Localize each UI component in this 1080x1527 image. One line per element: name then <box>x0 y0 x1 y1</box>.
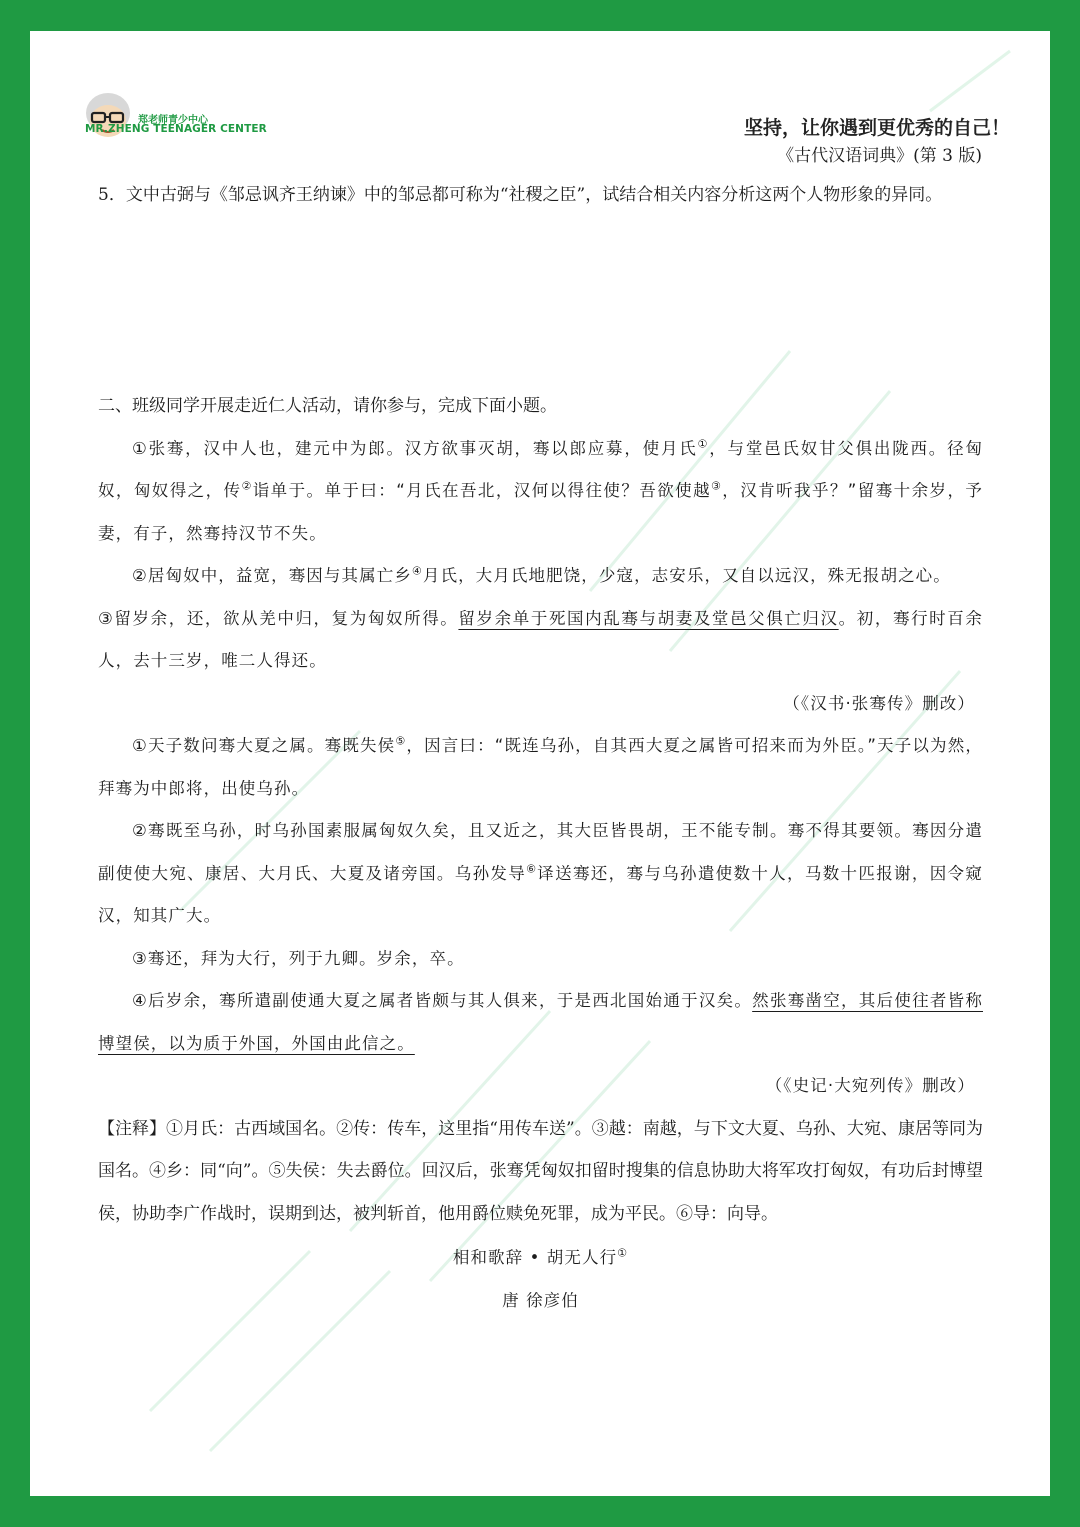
text-span: ④后岁余，骞所遣副使通大夏之属者皆颇与其人俱来，于是西北国始通于汉矣。 <box>132 991 753 1010</box>
text-span: 月氏，大月氏地肥饶，少寇，志安乐，又自以远汉，殊无报胡之心。 <box>422 566 951 585</box>
logo-name-en: MR.ZHENG TEENAGER CENTER <box>85 123 267 135</box>
text-span: ，与堂邑氏奴甘父俱出陇西。径匈奴，匈奴得之，传 <box>98 438 983 500</box>
footnote-marker: ⑤ <box>395 734 407 748</box>
text-span: ①张骞，汉中人也，建元中为郎。汉方欲事灭胡，骞以郎应募，使月氏 <box>132 438 698 458</box>
text-span: 译送骞还，骞与乌孙遣使数十人，马数十匹报谢，因令窥汉，知其广大。 <box>98 863 983 925</box>
passage-han-shu <box>98 428 983 726</box>
poem-author: 唐 徐彦伯 <box>502 1290 579 1310</box>
text-span: ，因言曰：“既连乌孙，自其西大夏之属皆可招来而为外臣。”天子以为然，拜骞为中郎将，出使乌孙。 <box>98 736 983 798</box>
footnote-marker: ④ <box>411 564 423 578</box>
paragraph <box>98 980 983 1065</box>
poem-title-text: 相和歌辞 • 胡无人行 <box>452 1248 618 1267</box>
underlined-sentence: 然张骞凿空，其后使往者皆称博望侯，以为质于外国，外国由此信之。 <box>98 991 983 1053</box>
paragraph <box>98 810 983 938</box>
footnote-marker: ③ <box>711 479 723 493</box>
text-span: ②居匈奴中，益宽，骞因与其属亡乡 <box>132 566 412 585</box>
text-span: ①天子数问骞大夏之属。骞既失侯 <box>132 736 396 755</box>
paragraph <box>98 725 983 810</box>
source-citation: （《汉书·张骞传》删改） <box>783 693 975 713</box>
paragraph: ③骞还，拜为大行，列于九卿。岁余，卒。 <box>132 948 465 968</box>
text-span: ，汉肯听我乎？”留骞十余岁，予妻，有子，然骞持汉节不失。 <box>98 481 983 543</box>
paragraph <box>98 428 983 556</box>
text-span: ③留岁余，还，欲从羌中归，复为匈奴所得。 <box>98 608 459 628</box>
footnote-marker: ① <box>617 1246 629 1260</box>
paragraph <box>98 555 983 598</box>
poem-title <box>98 1237 983 1280</box>
question-5 <box>98 174 983 217</box>
underlined-sentence: 留岁余单于死国内乱骞与胡妻及堂邑父俱亡归汉 <box>458 608 839 628</box>
section-2 <box>98 385 983 1322</box>
slogan: 坚持，让你遇到更优秀的自己！ <box>743 117 1010 139</box>
carryover-text: 《古代汉语词典》(第 3 版) <box>777 146 982 166</box>
paragraph <box>98 598 983 683</box>
footnote-marker: ⑥ <box>526 862 538 875</box>
source-citation: （《史记·大宛列传》删改） <box>765 1076 975 1095</box>
logo-name-cn: 郑老师青少中心 <box>138 115 208 126</box>
section-2-intro: 二、班级同学开展走近仁人活动，请你参与，完成下面小题。 <box>98 396 557 416</box>
passage-shi-ji <box>98 725 983 1108</box>
footnote-marker: ② <box>241 479 253 493</box>
annotations: 【注释】①月氏：古西域国名。②传：传车，这里指“用传车送”。③越：南越，与下文大夏、乌孙、大宛、康居等同为国名。④乡：同“向”。⑤失侯：失去爵位。回汉后，张骞凭匈奴扣留时搜集的信息协助大将军攻打匈奴，有功后封博望侯，协助李广作战时，误期到达，被判斩首，他用爵位赎免死罪，成为平民。⑥导：向导。 <box>98 1118 983 1224</box>
footnote-marker: ① <box>697 437 710 450</box>
text-span: ②骞既至乌孙，时乌孙国素服属匈奴久矣，且又近之，其大臣皆畏胡，王不能专制。骞不得其要领。骞因分遣副使使大宛、康居、大月氏、大夏及诸旁国。乌孙发导 <box>98 821 983 883</box>
text-span: 诣单于。单于曰：“月氏在吾北，汉何以得往使？吾欲使越 <box>252 481 711 500</box>
page <box>30 31 1050 1496</box>
question-5-text: 5．文中古弼与《邹忌讽齐王纳谏》中的邹忌都可称为“社稷之臣”，试结合相关内容分析这两个人物形象的异同。 <box>98 185 943 205</box>
text-span: 。初，骞行时百余人，去十三岁，唯二人得还。 <box>98 608 983 670</box>
